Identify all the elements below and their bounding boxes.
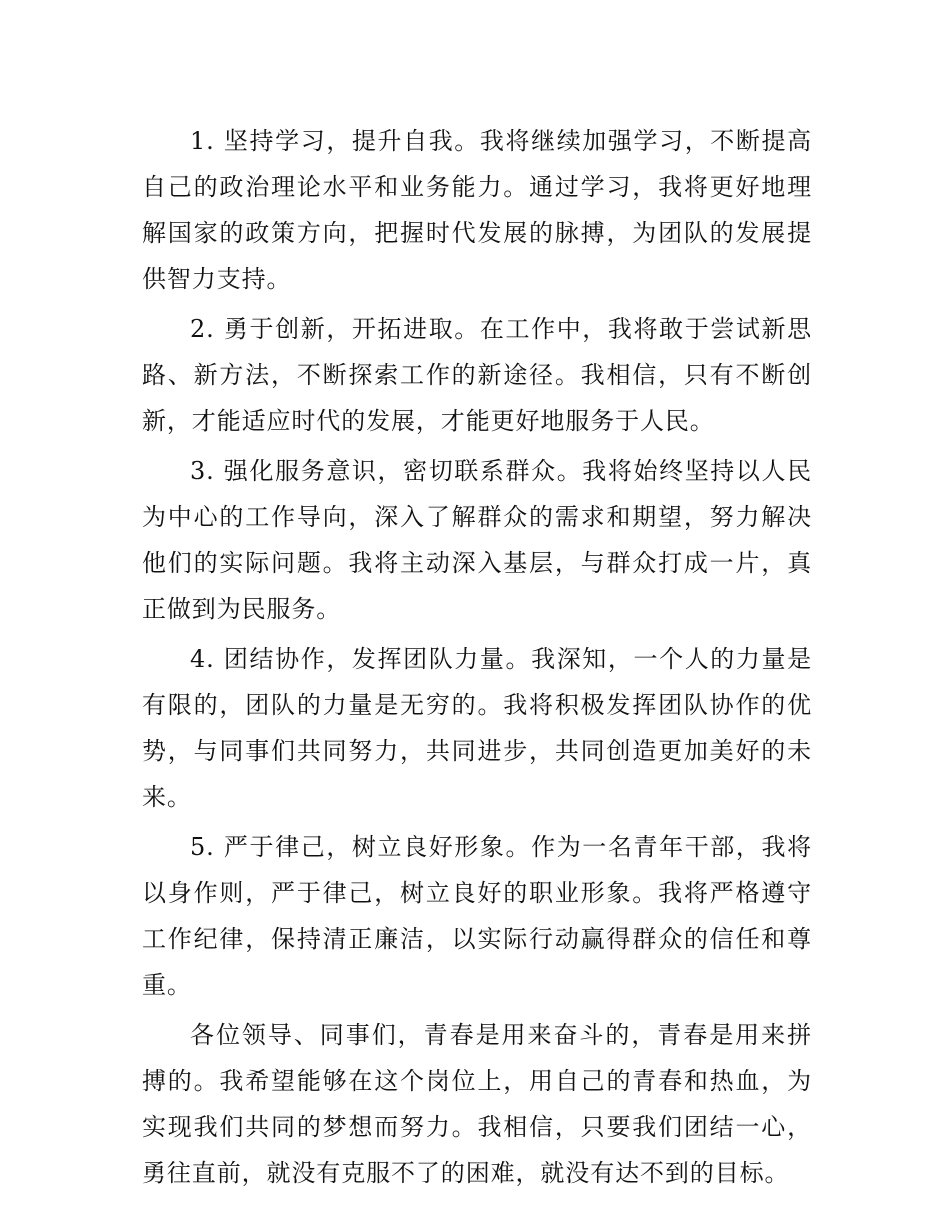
paragraph-innovation: 2. 勇于创新，开拓进取。在工作中，我将敢于尝试新思路、新方法，不断探索工作的新途径。我相信，只有不断创新，才能适应时代的发展，才能更好地服务于人民。 — [142, 315, 812, 435]
paragraph-teamwork: 4. 团结协作，发挥团队力量。我深知，一个人的力量是有限的，团队的力量是无穷的。我将积极发挥团队协作的优势，与同事们共同努力，共同进步，共同创造更加美好的未来。 — [142, 645, 812, 811]
paragraph-closing: 各位领导、同事们，青春是用来奋斗的，青春是用来拼搏的。我希望能够在这个岗位上，用自己的青春和热血，为实现我们共同的梦想而努力。我相信，只要我们团结一心，勇往直前，就没有克服不了的困难，就没有达不到的目标。 — [142, 1021, 812, 1187]
paragraph-service: 3. 强化服务意识，密切联系群众。我将始终坚持以人民为中心的工作导向，深入了解群众的需求和期望，努力解决他们的实际问题。我将主动深入基层，与群众打成一片，真正做到为民服务。 — [142, 457, 812, 623]
paragraph-self-discipline: 5. 严于律己，树立良好形象。作为一名青年干部，我将以身作则，严于律己，树立良好的职业形象。我将严格遵守工作纪律，保持清正廉洁，以实际行动赢得群众的信任和尊重。 — [142, 833, 812, 999]
paragraph-study: 1. 坚持学习，提升自我。我将继续加强学习，不断提高自己的政治理论水平和业务能力。通过学习，我将更好地理解国家的政策方向，把握时代发展的脉搏，为团队的发展提供智力支持。 — [142, 127, 812, 293]
document-page — [142, 118, 812, 1196]
